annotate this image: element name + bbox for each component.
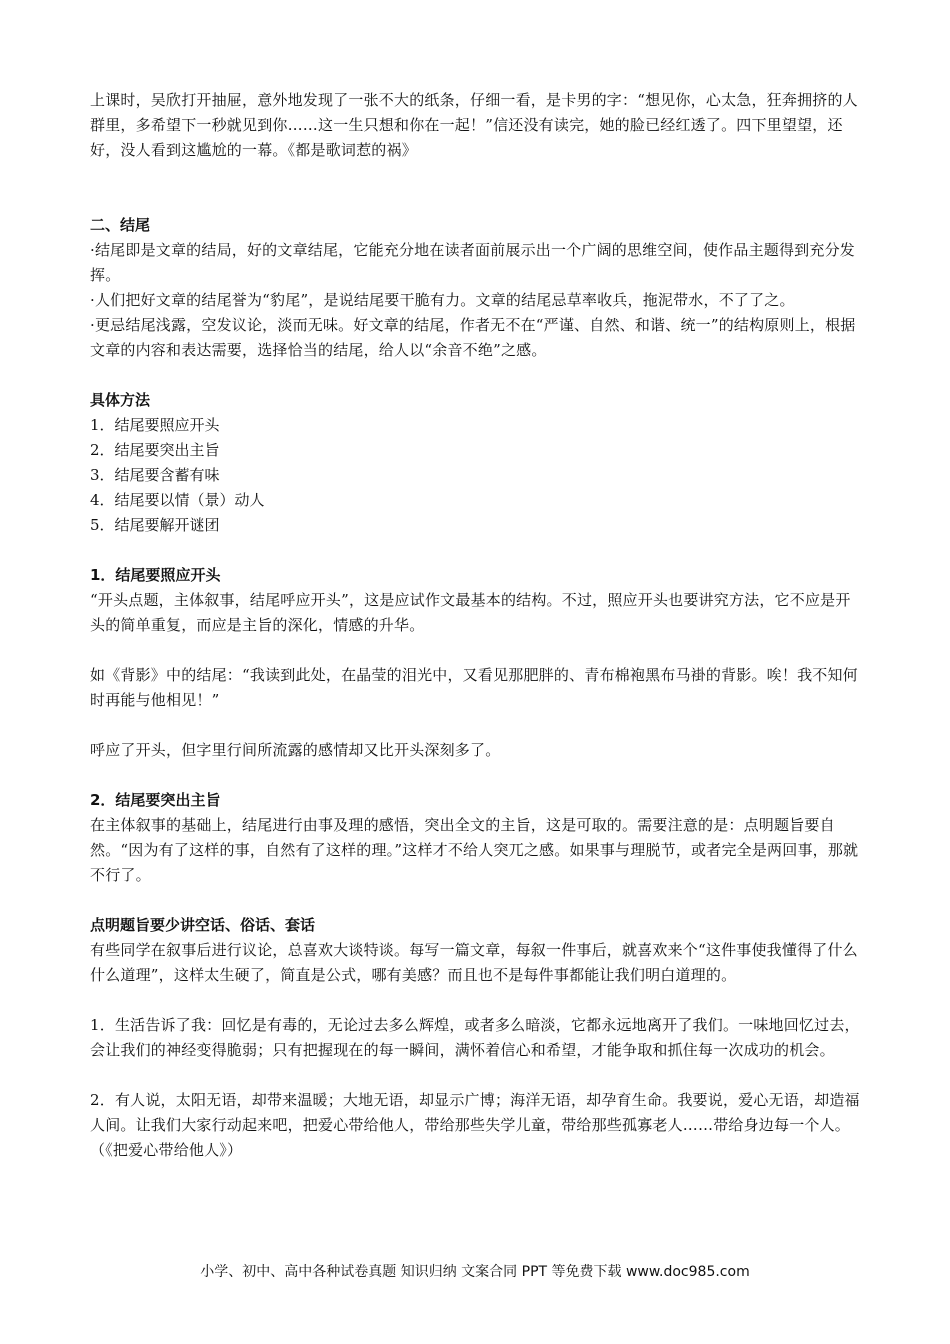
methods-heading: 具体方法 (90, 391, 151, 409)
method1-paragraph-1: “开头点题，主体叙事，结尾呼应开头”，这是应试作文最基本的结构。不过，照应开头也要讲究方法，它不应是开头的简单重复，而应是主旨的深化，情感的升华。 (90, 591, 851, 634)
tips-example-1: 1．生活告诉了我：回忆是有毒的，无论过去多么辉煌，或者多么暗淡，它都永远地离开了我们。一味地回忆过去，会让我们的神经变得脆弱；只有把握现在的每一瞬间，满怀着信心和希望，才能争取和抓住每一次成功的机会。 (90, 1016, 860, 1059)
tips-example-2: 2．有人说，太阳无语，却带来温暖；大地无语，却显示广博；海洋无语，却孕育生命。我要说，爱心无语，却造福人间。让我们大家行动起来吧，把爱心带给他人，带给那些失学儿童，带给那些孤寡老人……带给身边每一个人。（《把爱心带给他人》） (90, 1091, 860, 1159)
document-body (90, 88, 865, 1163)
list-item: 4．结尾要以情（景）动人 (90, 491, 265, 509)
list-item: 5．结尾要解开谜团 (90, 516, 220, 534)
ending-paragraph-3: ·更忌结尾浅露，空发议论，淡而无味。好文章的结尾，作者无不在“严谨、自然、和谐、统一”的结构原则上，根据文章的内容和表达需要，选择恰当的结尾，给人以“余音不绝”之感。 (90, 316, 856, 359)
list-item: 1．结尾要照应开头 (90, 416, 220, 434)
ending-paragraph-1: ·结尾即是文章的结局，好的文章结尾，它能充分地在读者面前展示出一个广阔的思维空间，使作品主题得到充分发挥。 (90, 241, 855, 284)
list-item: 2．结尾要突出主旨 (90, 441, 220, 459)
method2-paragraph-1: 在主体叙事的基础上，结尾进行由事及理的感悟，突出全文的主旨，这是可取的。需要注意的是：点明题旨要自然。“因为有了这样的事，自然有了这样的理。”这样才不给人突兀之感。如果事与理脱节，或者完全是两回事，那就不行了。 (90, 816, 859, 884)
method2-heading: 2．结尾要突出主旨 (90, 791, 221, 809)
tips-paragraph-1: 有些同学在叙事后进行议论，总喜欢大谈特谈。每写一篇文章，每叙一件事后，就喜欢来个“这件事使我懂得了什么什么道理”，这样太生硬了，简直是公式，哪有美感？而且也不是每件事都能让我们明白道理的。 (90, 941, 858, 984)
methods-list (90, 413, 865, 538)
method1-paragraph-2: 如《背影》中的结尾：“我读到此处，在晶莹的泪光中，又看见那肥胖的、青布棉袍黑布马褂的背影。唉！我不知何时再能与他相见！” (90, 666, 858, 709)
method1-heading: 1．结尾要照应开头 (90, 566, 221, 584)
page-footer: 小学、初中、高中各种试卷真题 知识归纳 文案合同 PPT 等免费下载 www.doc985.com (200, 1264, 750, 1280)
intro-paragraph: 上课时，吴欣打开抽屉，意外地发现了一张不大的纸条，仔细一看，是卡男的字：“想见你，心太急，狂奔拥挤的人群里，多希望下一秒就见到你……这一生只想和你在一起！”信还没有读完，她的脸已经红透了。四下里望望，还好，没人看到这尴尬的一幕。《都是歌词惹的祸》 (90, 91, 858, 159)
list-item: 3．结尾要含蓄有味 (90, 466, 220, 484)
method1-paragraph-3: 呼应了开头，但字里行间所流露的感情却又比开头深刻多了。 (90, 741, 501, 759)
section-heading-ending: 二、结尾 (90, 216, 151, 234)
tips-heading: 点明题旨要少讲空话、俗话、套话 (90, 916, 316, 934)
ending-paragraph-2: ·人们把好文章的结尾誉为“豹尾”，是说结尾要干脆有力。文章的结尾忌草率收兵，拖泥带水，不了了之。 (90, 291, 795, 309)
